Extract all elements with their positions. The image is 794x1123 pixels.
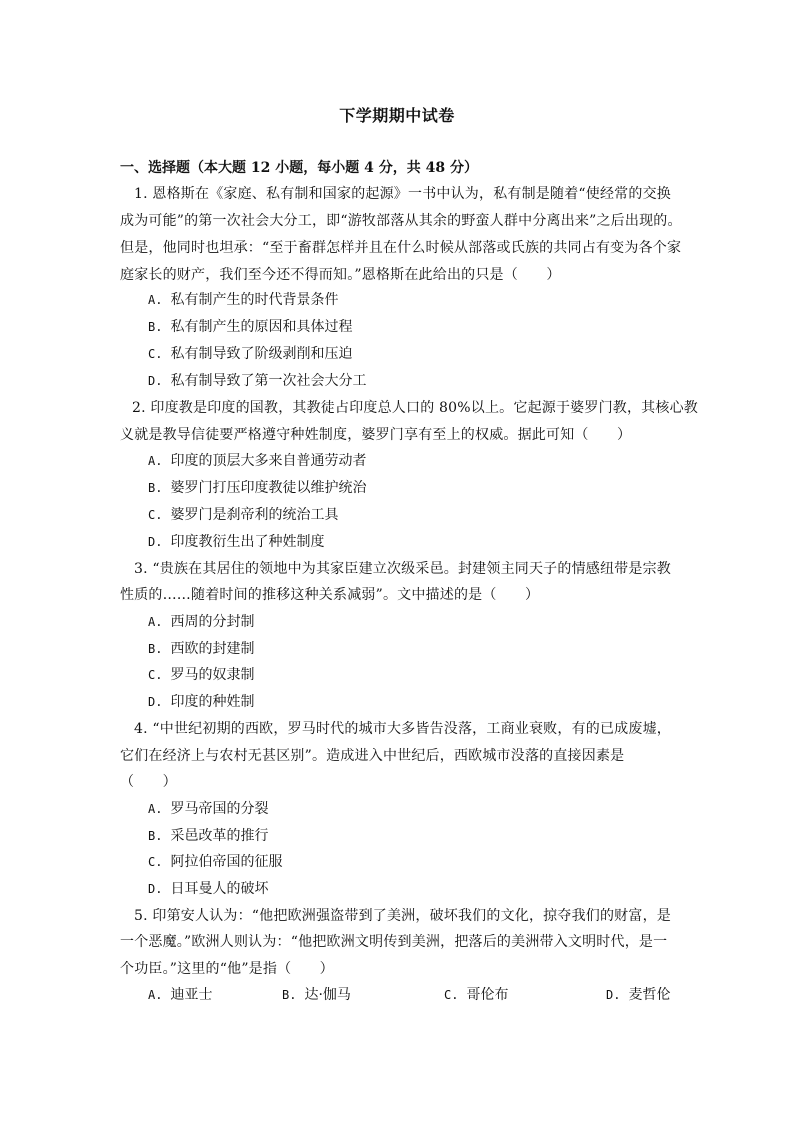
- question-text-line: 一个恶魔。”欧洲人则认为：“他把欧洲文明传到美洲，把落后的美洲带入文明时代，是一: [120, 934, 668, 950]
- section-heading: 一、选择题（本大题 12 小题，每小题 4 分，共 48 分）: [120, 160, 478, 176]
- option-b: B. 西欧的封建制: [148, 641, 255, 657]
- question-text-line: 个功臣。”这里的“他”是指（ ）: [120, 961, 334, 977]
- question-text-line: 但是，他同时也坦承：“至于畜群怎样并且在什么时候从部落或氏族的共同占有变为各个家: [120, 240, 682, 256]
- question-text-line: 5. 印第安人认为：“他把欧洲强盗带到了美洲，破坏我们的文化，掠夺我们的财富，是: [134, 908, 671, 924]
- question-text-line: 性质的……随着时间的推移这种关系减弱”。文中描述的是（ ）: [120, 587, 540, 603]
- option-d: D. 印度教衍生出了种姓制度: [148, 534, 325, 550]
- option-a: A. 西周的分封制: [148, 614, 255, 630]
- option-d: D. 印度的种姓制: [148, 694, 255, 710]
- question-text-line: （ ）: [120, 774, 177, 790]
- option-a: A. 私有制产生的时代背景条件: [148, 292, 339, 308]
- option-c: C. 私有制导致了阶级剥削和压迫: [148, 346, 353, 362]
- option-a: A. 罗马帝国的分裂: [148, 801, 269, 817]
- question-text-line: 3. “贵族在其居住的领地中为其家臣建立次级采邑。封建领主同天子的情感纽带是宗教: [134, 561, 671, 577]
- option-a: A. 印度的顶层大多来自普通劳动者: [148, 453, 367, 469]
- option-b: B. 达·伽马: [282, 987, 351, 1003]
- option-c: C. 罗马的奴隶制: [148, 667, 255, 683]
- question-text-line: 它们在经济上与农村无甚区别”。造成进入中世纪后，西欧城市没落的直接因素是: [120, 748, 625, 764]
- question-text-line: 庭家长的财产，我们至今还不得而知。”恩格斯在此给出的只是（ ）: [120, 267, 561, 283]
- question-text-line: 成为可能”的第一次社会大分工，即“游牧部落从其余的野蛮人群中分离出来”之后出现的。: [120, 213, 682, 229]
- option-c: C. 阿拉伯帝国的征服: [148, 854, 283, 870]
- option-d: D. 日耳曼人的破坏: [148, 881, 269, 897]
- option-d: D. 私有制导致了第一次社会大分工: [148, 373, 367, 389]
- option-c: C. 婆罗门是刹帝利的统治工具: [148, 507, 339, 523]
- option-a: A. 迪亚士: [148, 987, 213, 1003]
- option-d: D. 麦哲伦: [606, 987, 671, 1003]
- option-c: C. 哥伦布: [444, 987, 509, 1003]
- option-b: B. 采邑改革的推行: [148, 828, 269, 844]
- question-text-line: 1. 恩格斯在《家庭、私有制和国家的起源》一书中认为，私有制是随着“使经常的交换: [134, 186, 671, 202]
- option-b: B. 私有制产生的原因和具体过程: [148, 319, 353, 335]
- option-b: B. 婆罗门打压印度教徒以维护统治: [148, 480, 367, 496]
- exam-title: 下学期期中试卷: [339, 106, 455, 125]
- question-text-line: 2. 印度教是印度的国教，其教徒占印度总人口的 80%以上。它起源于婆罗门教，其核心教: [132, 400, 698, 416]
- question-text-line: 义就是教导信徒要严格遵守种姓制度，婆罗门享有至上的权威。据此可知（ ）: [120, 427, 632, 443]
- question-text-line: 4. “中世纪初期的西欧，罗马时代的城市大多皆告没落，工商业衰败，有的已成废墟，: [134, 721, 671, 737]
